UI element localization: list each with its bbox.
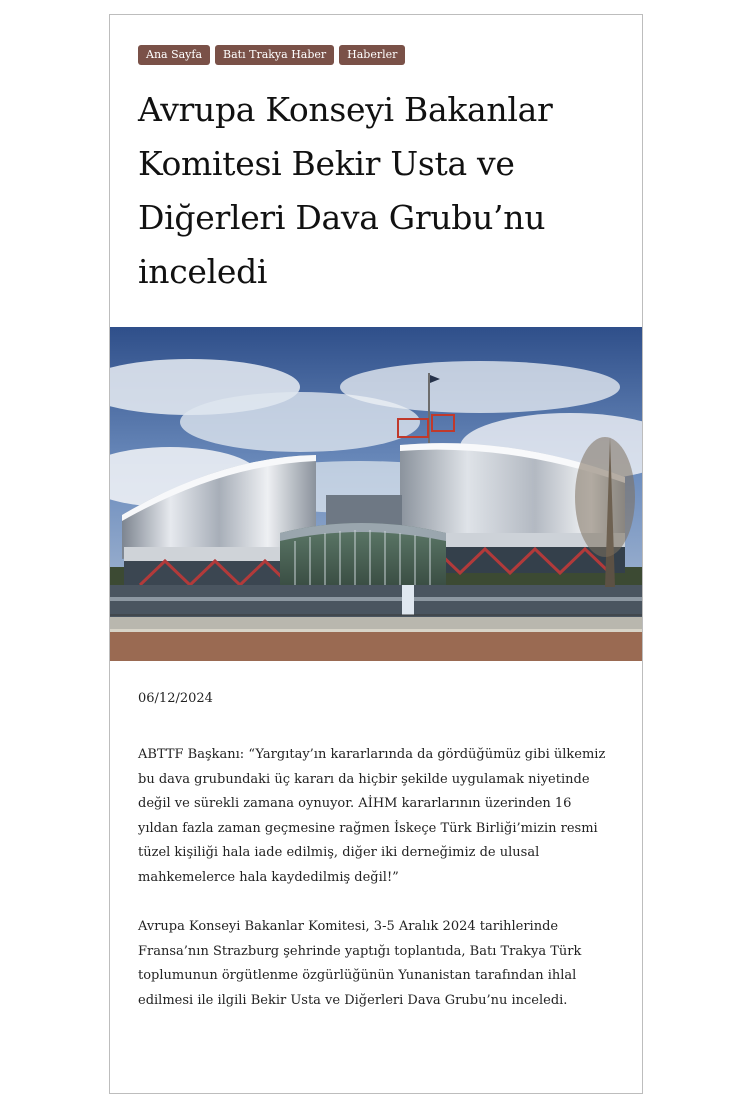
breadcrumb <box>138 45 405 65</box>
article-date: 06/12/2024 <box>138 691 213 706</box>
article-card <box>109 14 643 1094</box>
article-title: Avrupa Konseyi Bakanlar Komitesi Bekir Usta ve Diğerleri Dava Grubu’nu inceledi <box>138 90 553 291</box>
article-hero-image <box>110 327 642 661</box>
breadcrumb-home[interactable]: Ana Sayfa <box>138 45 210 65</box>
breadcrumb-bati-trakya-haber[interactable]: Batı Trakya Haber <box>215 45 334 65</box>
article-paragraph: Avrupa Konseyi Bakanlar Komitesi, 3-5 Aralık 2024 tarihlerinde Fransa’nın Strazburg şehrinde yaptığı toplantıda, Batı Trakya Türk toplumunun örgütlenme özgürlüğünün Yunanistan tarafından ihlal edilmesi ile ilgili Bekir Usta ve Diğerleri Dava Grubu’nu inceledi. <box>138 919 582 1008</box>
article-paragraph: ABTTF Başkanı: “Yargıtay’ın kararlarında da gördüğümüz gibi ülkemiz bu dava grubundaki üç kararı da hiçbir şekilde uygulamak niyetinde değil ve sürekli zamana oynuyor. AİHM kararlarının üzerinden 16 yıldan fazla zaman geçmesine rağmen İskeçe Türk Birliği’mizin resmi tüzel kişiliği hala iade edilmiş, diğer iki derneğimiz de ulusal mahkemelerce hala kaydedilmiş değil!” <box>138 747 606 885</box>
breadcrumb-haberler[interactable]: Haberler <box>339 45 405 65</box>
